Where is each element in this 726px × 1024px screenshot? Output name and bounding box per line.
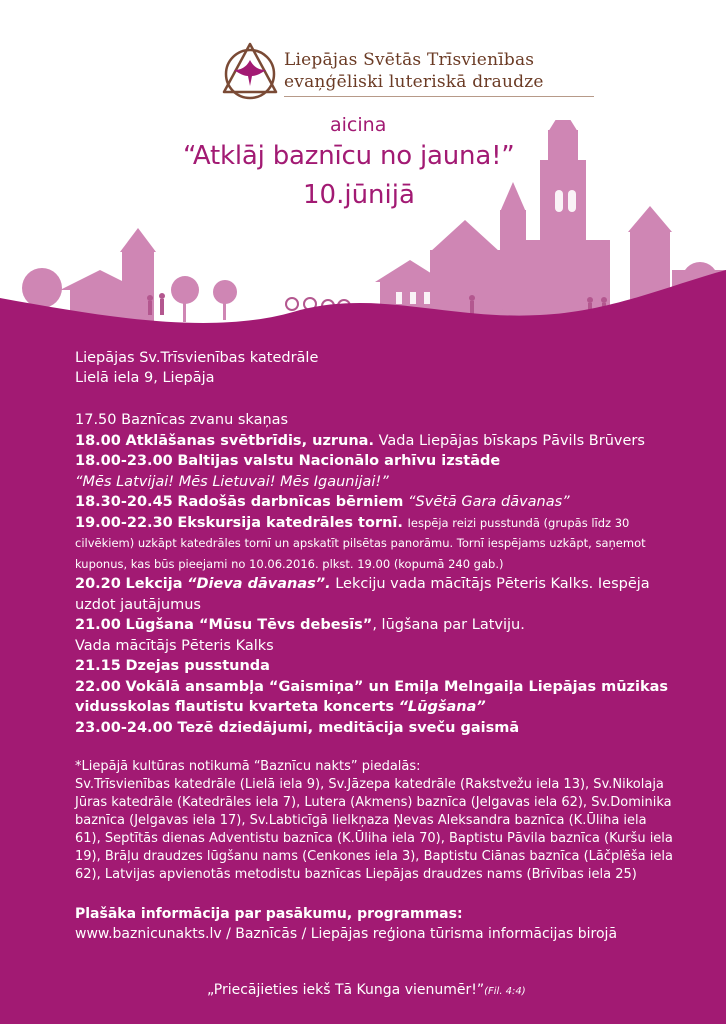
event-date: 10.jūnijā	[303, 180, 415, 210]
more-info-heading: Plašāka informācija par pasākumu, programmas:	[75, 906, 463, 922]
schedule-item: 18.00 Atklāšanas svētbrīdis, uzruna. Vada Liepājas bīskaps Pāvils Brūvers	[75, 432, 645, 449]
divider	[284, 96, 594, 97]
schedule-item: 22.00 Vokālā ansambļa “Gaismiņa” un Emiļa Melngaiļa Liepājas mūzikas vidusskolas flautistu kvarteta koncerts “Lūgšana”	[75, 678, 669, 715]
poster-header	[0, 0, 726, 320]
event-title: “Atklāj baznīcu no jauna!”	[183, 141, 515, 171]
more-info	[75, 904, 675, 944]
participants-note	[75, 758, 675, 884]
scripture-quote	[207, 982, 526, 998]
schedule-list	[75, 410, 675, 738]
quote-text: „Priecājieties iekš Tā Kunga vienumēr!”	[207, 982, 485, 998]
city-silhouette-illustration	[0, 120, 726, 350]
program-panel	[0, 330, 726, 1024]
organization-name-line2: evaņģēliski luteriskā draudze	[284, 72, 544, 92]
venue-address: Lielā iela 9, Liepāja	[75, 370, 215, 386]
schedule-item: 17.50 Baznīcas zvanu skaņas	[75, 412, 289, 428]
organization-name-line1: Liepājas Svētās Trīsvienības	[284, 50, 535, 70]
schedule-item: 18.00-23.00 Baltijas valstu Nacionālo arhīvu izstāde “Mēs Latvijai! Mēs Lietuvai! Mēs Igaunijai!”	[75, 453, 501, 490]
schedule-item: 19.00-22.30 Ekskursija katedrāles tornī. Iespēja reizi pusstundā (grupās līdz 30 cilvēkiem) uzkāpt katedrāles tornī un apskatīt pilsētas panorāmu. Tornī iespējams uzkāpt, saņemot kuponus, kas būs pieejami no 10.06.2016. plkst. 19.00 (kopumā 240 gab.)	[75, 514, 646, 571]
participants-list: Sv.Trīsvienības katedrāle (Lielā iela 9), Sv.Jāzepa katedrāle (Rakstvežu iela 13), Sv.Nikolaja Jūras katedrāle (Katedrāles iela 7), Lutera (Akmens) baznīca (Jelgavas iela 62), Sv.Dominika baznīca (Jelgavas iela 17), Sv.Labticīgā lielkņaza Ņevas Aleksandra baznīca (K.Ūliha iela 61), Septītās dienas Adventistu baznīca (K.Ūliha iela 70), Baptistu Pāvila baznīca (Kuršu iela 19), Brāļu draudzes lūgšanu nams (Cenkones iela 3), Baptistu Ciānas baznīca (Lāčplēša iela 62), Latvijas apvienotās metodistu baznīcas Liepājas draudzes nams (Brīvības iela 25)	[75, 777, 673, 882]
invites-text: aicina	[330, 114, 387, 136]
schedule-item: 21.00 Lūgšana “Mūsu Tēvs debesīs”, lūgšana par Latviju. Vada mācītājs Pēteris Kalks	[75, 617, 525, 654]
venue-name: Liepājas Sv.Trīsvienības katedrāle	[75, 350, 319, 366]
schedule-item: 23.00-24.00 Tezē dziedājumi, meditācija sveču gaismā	[75, 719, 520, 736]
more-info-links: www.baznicunakts.lv / Baznīcās / Liepājas reģiona tūrisma informācijas birojā	[75, 926, 618, 942]
participants-intro: *Liepājā kultūras notikumā “Baznīcu nakts” piedalās:	[75, 759, 421, 774]
schedule-item: 18.30-20.45 Radošās darbnīcas bērniem “Svētā Gara dāvanas”	[75, 494, 570, 510]
schedule-item: 21.15 Dzejas pusstunda	[75, 658, 270, 674]
trinity-dove-logo-icon	[218, 40, 282, 104]
quote-reference: (Fil. 4:4)	[484, 986, 526, 997]
schedule-item: 20.20 Lekcija “Dieva dāvanas”. Lekciju vada mācītājs Pēteris Kalks. Iespēja uzdot jautājumus	[75, 576, 650, 613]
